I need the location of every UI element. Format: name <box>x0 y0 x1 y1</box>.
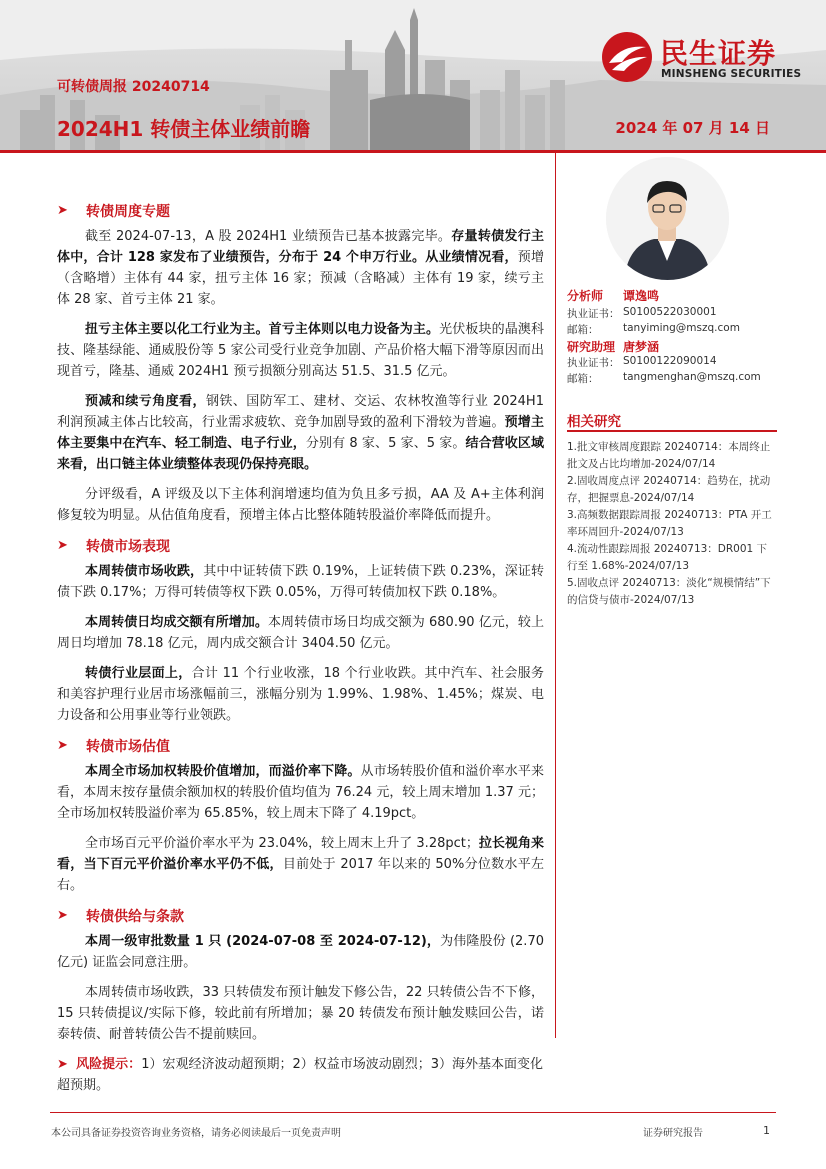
footer-disclaimer: 本公司具备证券投资咨询业务资格，请务必阅读最后一页免责声明 <box>51 1128 341 1139</box>
section-title: 转债周度专题 <box>86 204 170 220</box>
section-heading <box>57 905 544 925</box>
report-series: 可转债周报 20240714 <box>57 79 210 95</box>
assistant-name: 唐梦涵 <box>623 340 660 354</box>
body-paragraph <box>57 982 544 1045</box>
emphasis-text: 存量转债发行主体中，合计 128 家发布了业绩预告，分布于 24 个申万行业。从业绩情况看， <box>57 229 544 265</box>
main-content <box>57 200 544 1096</box>
body-text: 光伏板块的晶澳科技、隆基绿能、通威股份等 5 家公司受行业竞争加剧、产品价格大幅下滑等原因而出现首亏，隆基、通威 2024H1 预亏损额分别高达 51.5、31.5 亿元。 <box>57 322 544 379</box>
body-paragraph <box>57 833 544 896</box>
email-label: 邮箱： <box>567 373 599 385</box>
analyst-email[interactable]: tanyiming@mszq.com <box>623 322 740 334</box>
body-paragraph <box>57 484 544 526</box>
analyst-role: 分析师 <box>567 289 604 303</box>
logo-english-name: MINSHENG SECURITIES <box>661 68 802 80</box>
risk-text: 1）宏观经济波动超预期；2）权益市场波动剧烈；3）海外基本面变化超预期。 <box>57 1057 544 1093</box>
emphasis-text: 预增主体主要集中在汽车、轻工制造、电子行业， <box>57 415 544 451</box>
related-research-item[interactable]: 2.固收周度点评 20240714：趋势在，扰动存，把握票息-2024/07/14 <box>567 475 771 504</box>
section-arrow-icon: ➤ <box>57 538 68 553</box>
report-date: 2024 年 07 月 14 日 <box>615 119 770 137</box>
emphasis-text: 扭亏主体主要以化工行业为主。首亏主体则以电力设备为主。 <box>85 322 440 337</box>
section-arrow-icon: ➤ <box>57 203 68 218</box>
body-paragraph <box>57 663 544 726</box>
emphasis-text: 预减和续亏角度看， <box>85 394 206 409</box>
body-paragraph <box>57 561 544 603</box>
section-arrow-icon: ➤ <box>57 738 68 753</box>
related-research-item[interactable]: 3.高频数据跟踪周报 20240713：PTA 开工率环周回升-2024/07/13 <box>567 509 772 538</box>
cert-label: 执业证书： <box>567 308 620 320</box>
related-research-heading: 相关研究 <box>567 414 621 430</box>
emphasis-text: 转债行业层面上， <box>85 666 192 681</box>
header-divider <box>0 150 826 153</box>
emphasis-text: 本周一级审批数量 1 只 (2024-07-08 至 2024-07-12)， <box>85 934 441 949</box>
report-title: 2024H1 转债主体业绩前瞻 <box>57 117 311 141</box>
analyst-portrait-icon <box>606 157 729 280</box>
body-text: 目前处于 2017 年以来的 50%分位数水平左右。 <box>57 857 544 893</box>
body-text: 分评级看，A 评级及以下主体利润增速均值为负且多亏损，AA 及 A+主体利润修复较为明显。从估值角度看，预增主体占比整体随转股溢价率降低而提升。 <box>57 487 544 523</box>
footer-divider <box>50 1112 776 1113</box>
risk-label: 风险提示： <box>76 1057 142 1072</box>
email-label: 邮箱： <box>567 324 599 336</box>
related-research-divider <box>567 430 777 432</box>
section-arrow-icon: ➤ <box>57 1057 68 1072</box>
emphasis-text: 本周转债日均成交额有所增加。 <box>85 615 268 630</box>
body-text: 本周转债市场日均成交额为 680.90 亿元，较上周日均增加 78.18 亿元，周内成交额合计 3404.50 亿元。 <box>57 615 544 651</box>
section-heading <box>57 200 544 220</box>
analyst-name: 谭逸鸣 <box>623 289 660 303</box>
emphasis-text: 拉长视角来看，当下百元平价溢价率水平仍不低， <box>57 836 544 872</box>
section-title: 转债市场估值 <box>86 739 170 755</box>
related-research-item[interactable]: 4.流动性跟踪周报 20240713：DR001 下行至 1.68%-2024/07/13 <box>567 543 768 572</box>
body-text: 截至 2024-07-13，A 股 2024H1 业绩预告已基本披露完毕。 <box>85 229 452 244</box>
analyst-photo <box>606 157 729 280</box>
body-paragraph <box>57 391 544 475</box>
body-paragraph <box>57 612 544 654</box>
assistant-cert: S0100122090014 <box>623 355 717 367</box>
related-research-item[interactable]: 5.固收点评 20240713：淡化“规模情结”下的信贷与债市-2024/07/13 <box>567 577 771 606</box>
section-title: 转债市场表现 <box>86 539 170 555</box>
body-paragraph <box>57 761 544 824</box>
body-paragraph <box>57 226 544 310</box>
body-text: 合计 11 个行业收涨，18 个行业收跌。其中汽车、社会服务和美容护理行业居市场涨幅前三，涨幅分别为 1.99%、1.98%、1.45%；煤炭、电力设备和公用事业等行业领跌。 <box>57 666 544 723</box>
body-paragraph <box>57 931 544 973</box>
section-heading <box>57 535 544 555</box>
body-text: 全市场百元平价溢价率水平为 23.04%，较上周末上升了 3.28pct； <box>85 836 479 851</box>
section-heading <box>57 735 544 755</box>
body-text: 本周转债市场收跌，33 只转债发布预计触发下修公告，22 只转债公告不下修，15 只转债提议/实际下修，较此前有所增加；暴 20 转债发布预计触发赎回公告，诺泰转债、耐普转债公告不提前赎回。 <box>57 985 544 1042</box>
body-text: 为伟隆股份 (2.70 亿元) 证监会同意注册。 <box>57 934 544 970</box>
risk-warning <box>57 1054 544 1096</box>
body-text: 其中中证转债下跌 0.19%，上证转债下跌 0.23%，深证转债下跌 0.17%；万得可转债等权下跌 0.05%，万得可转债加权下跌 0.18%。 <box>57 564 544 600</box>
section-arrow-icon: ➤ <box>57 908 68 923</box>
analyst-cert: S0100522030001 <box>623 306 717 318</box>
emphasis-text: 结合营收区域来看，出口链主体业绩整体表现仍保持亮眼。 <box>57 436 544 472</box>
body-text: 从市场转股价值和溢价率水平来看，本周末按存量债余额加权的转股价值均值为 76.24 元，较上周末增加 1.37 元；全市场加权转股溢价率为 65.85%，较上周末下降了 4.19pct。 <box>57 764 544 821</box>
body-text: 预增（含略增）主体有 44 家，扭亏主体 16 家；预减（含略减）主体有 19 家，续亏主体 28 家、首亏主体 21 家。 <box>57 250 544 307</box>
related-research-list <box>567 439 777 609</box>
column-divider <box>555 153 556 1038</box>
emphasis-text: 本周转债市场收跌， <box>85 564 204 579</box>
footer-report-type: 证券研究报告 <box>643 1128 703 1139</box>
section-title: 转债供给与条款 <box>86 909 184 925</box>
page-number: 1 <box>763 1124 770 1137</box>
assistant-email[interactable]: tangmenghan@mszq.com <box>623 371 761 383</box>
related-research-item[interactable]: 1.批文审核周度跟踪 20240714：本周终止批文及占比均增加-2024/07/14 <box>567 441 771 470</box>
report-header <box>0 0 826 150</box>
body-text: 钢铁、国防军工、建材、交运、农林牧渔等行业 2024H1 利润预减主体占比较高，行业需求疲软、竞争加剧导致的盈利下滑较为普遍。 <box>57 394 544 430</box>
emphasis-text: 本周全市场加权转股价值增加，而溢价率下降。 <box>85 764 361 779</box>
cert-label: 执业证书： <box>567 357 620 369</box>
body-paragraph <box>57 319 544 382</box>
assistant-role: 研究助理 <box>567 340 616 354</box>
minsheng-logo-icon <box>600 30 654 84</box>
body-text: 分别有 8 家、5 家、5 家。 <box>305 436 466 451</box>
logo-chinese-name: 民生证券 <box>660 37 777 70</box>
